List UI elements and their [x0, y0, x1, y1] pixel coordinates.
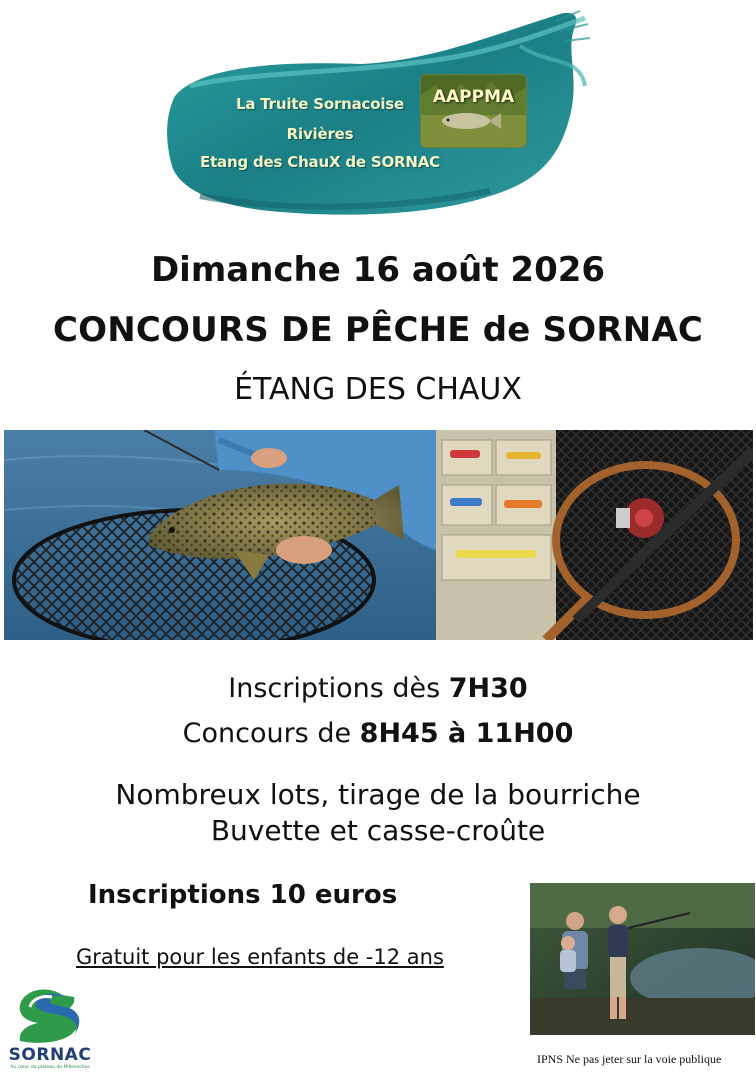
aappma-label: AAPPMA	[432, 87, 515, 107]
registration-fee: Inscriptions 10 euros	[88, 880, 398, 910]
registration-time: 7H30	[448, 673, 528, 704]
club-name: La Truite Sornacoise	[235, 95, 405, 113]
contest-label: Concours de	[182, 718, 360, 749]
event-date: Dimanche 16 août 2026	[150, 250, 606, 290]
kids-fishing-photo	[530, 883, 755, 1035]
ipns-notice: IPNS Ne pas jeter sur la voie publique	[537, 1052, 722, 1066]
sornac-logo-name: SORNAC	[8, 1045, 92, 1065]
free-for-children: Gratuit pour les enfants de -12 ans	[76, 945, 444, 969]
aappma-fish-photo	[421, 75, 526, 147]
contest-time: 8H45 à 11H00	[359, 718, 574, 749]
header-banner	[160, 6, 590, 221]
event-location: ÉTANG DES CHAUX	[234, 372, 522, 407]
sornac-logo	[8, 985, 92, 1081]
registration-label: Inscriptions dès	[228, 673, 449, 704]
prizes-line: Nombreux lots, tirage de la bourriche	[115, 778, 641, 811]
sornac-s-mark	[8, 985, 92, 1045]
trout-photo	[4, 430, 436, 640]
club-pond: Etang des ChauX de SORNAC	[200, 153, 440, 171]
club-rivers: Rivières	[286, 125, 354, 143]
fishing-gear-photo	[436, 430, 753, 640]
event-title: CONCOURS DE PÊCHE de SORNAC	[52, 310, 704, 350]
aappma-badge	[420, 74, 527, 148]
sornac-logo-tagline: Au cœur du plateau de Millevaches	[10, 1065, 90, 1070]
registration-time-line	[0, 673, 756, 704]
buvette-line: Buvette et casse-croûte	[210, 814, 546, 847]
contest-time-line	[0, 718, 756, 749]
